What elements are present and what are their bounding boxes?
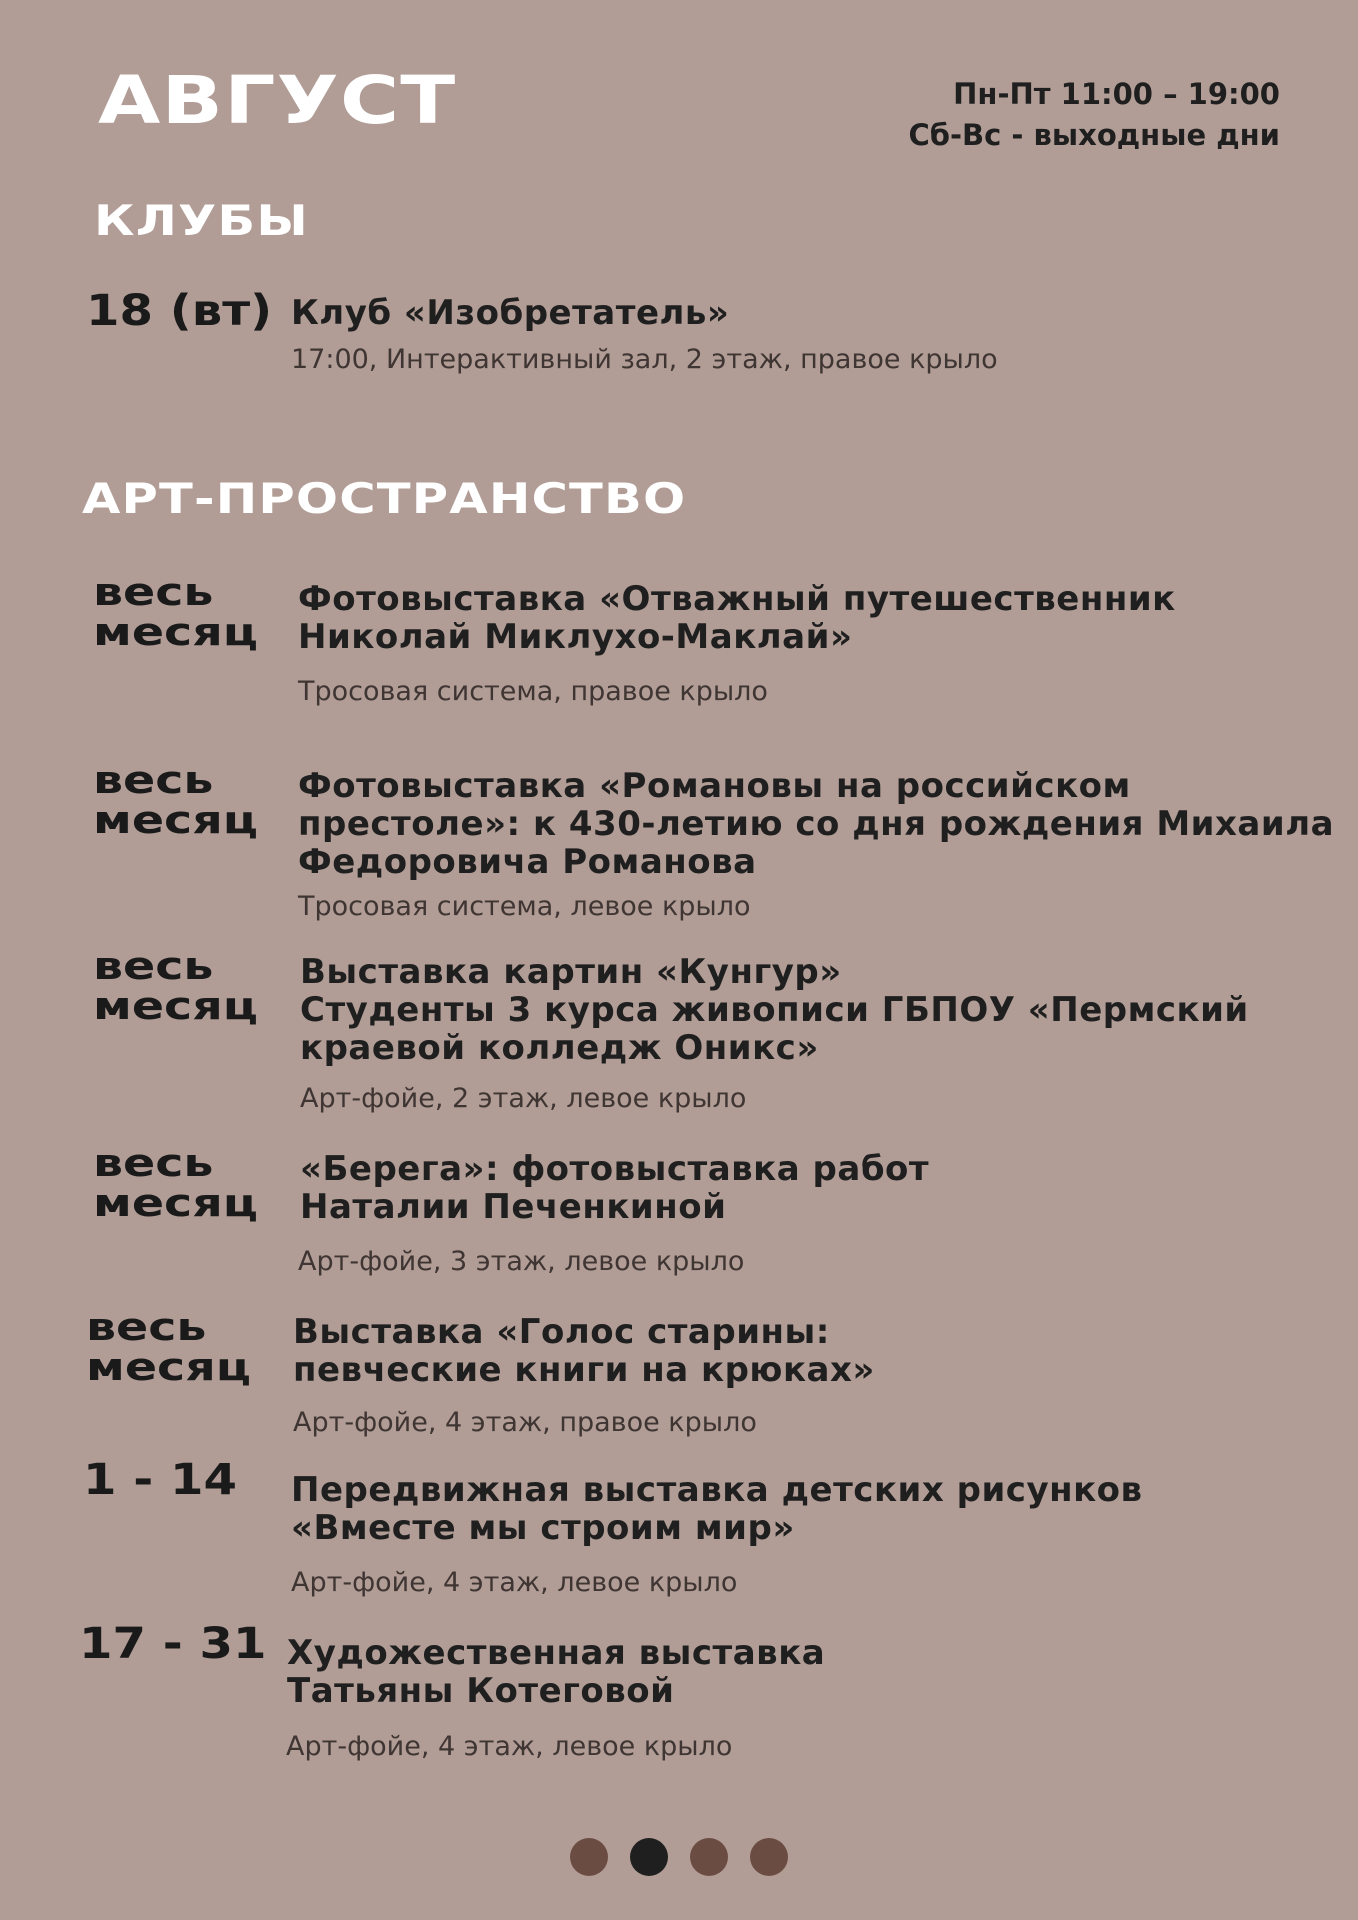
date-line-2: месяц [93, 984, 258, 1028]
event-title: Фотовыставка «Романовы на российском престоле»: к 430-летию со дня рождения Михаила Федоровича Романова [298, 766, 1335, 882]
event-title: Выставка «Голос старины: певческие книги на крюках» [293, 1312, 875, 1390]
section-heading-clubs: КЛУБЫ [94, 196, 309, 245]
hours-weekend: Сб-Вс - выходные дни [908, 118, 1280, 152]
event-location: Арт-фойе, 4 этаж, правое крыло [293, 1407, 757, 1438]
event-location: Тросовая система, левое крыло [298, 891, 751, 922]
event-date [93, 1143, 258, 1223]
date-line-1: весь [93, 570, 214, 614]
opening-hours [908, 74, 1280, 156]
event-title: Передвижная выставка детских рисунков «Вместе мы строим мир» [291, 1470, 1143, 1548]
date-line-1: весь [93, 944, 214, 988]
pagination-dots [0, 1838, 1358, 1876]
event-location: Арт-фойе, 4 этаж, левое крыло [291, 1567, 738, 1598]
pagination-dot-1[interactable] [570, 1838, 608, 1876]
pagination-dot-4[interactable] [750, 1838, 788, 1876]
date-line-1: весь [86, 1305, 207, 1349]
pagination-dot-3[interactable] [690, 1838, 728, 1876]
month-title: АВГУСТ [98, 62, 457, 139]
event-location: Тросовая система, правое крыло [298, 676, 768, 707]
event-date: 18 (вт) [86, 286, 273, 336]
event-date [86, 1307, 251, 1387]
event-title: Фотовыставка «Отважный путешественник Николай Миклухо-Маклай» [298, 579, 1176, 657]
event-date [93, 572, 258, 652]
event-location: Арт-фойе, 3 этаж, левое крыло [298, 1246, 745, 1277]
date-line-2: месяц [93, 610, 258, 654]
event-date: 1 - 14 [83, 1455, 238, 1505]
event-date [93, 946, 258, 1026]
event-location: 17:00, Интерактивный зал, 2 этаж, правое крыло [291, 344, 998, 375]
event-title: «Берега»: фотовыставка работ Наталии Печенкиной [300, 1149, 930, 1227]
date-line-1: весь [93, 1141, 214, 1185]
date-line-1: весь [93, 758, 214, 802]
event-title: Художественная выставка Татьяны Котеговой [287, 1633, 826, 1711]
event-date: 17 - 31 [79, 1619, 267, 1669]
date-line-2: месяц [93, 1181, 258, 1225]
pagination-dot-2[interactable] [630, 1838, 668, 1876]
event-location: Арт-фойе, 2 этаж, левое крыло [300, 1083, 747, 1114]
date-line-2: месяц [93, 798, 258, 842]
event-title: Клуб «Изобретатель» [291, 293, 730, 333]
event-title: Выставка картин «Кунгур» Студенты 3 курса живописи ГБПОУ «Пермский краевой колледж Оникс» [300, 952, 1249, 1068]
event-location: Арт-фойе, 4 этаж, левое крыло [286, 1731, 733, 1762]
section-heading-art-space: АРТ-ПРОСТРАНСТВО [82, 474, 687, 523]
event-date [93, 760, 258, 840]
hours-weekdays: Пн-Пт 11:00 – 19:00 [953, 77, 1280, 111]
date-line-2: месяц [86, 1345, 251, 1389]
